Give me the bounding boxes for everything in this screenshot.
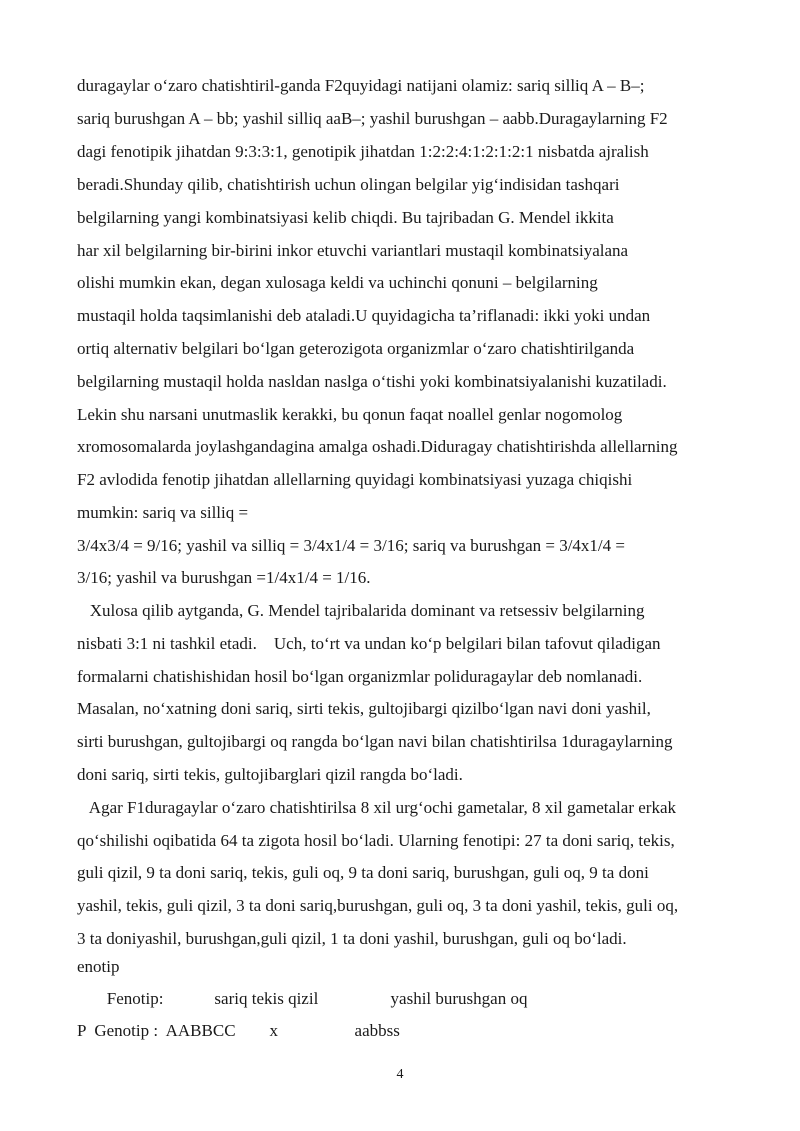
text-line: har xil belgilarning bir-birini inkor etuvchi variantlari mustaqil kombinatsiyalana bbox=[77, 241, 629, 260]
text-line: ortiq alternativ belgilari bo‘lgan geterozigota organizmlar o‘zaro chatishtirilganda bbox=[77, 339, 635, 358]
text-line: Lekin shu narsani unutmaslik kerakki, bu qonun faqat noallel genlar nogomolog bbox=[77, 405, 623, 424]
text-line: qo‘shilishi oqibatida 64 ta zigota hosil bo‘ladi. Ularning fenotipi: 27 ta doni sariq, tekis, bbox=[77, 831, 675, 850]
text-line: Fenotip: sariq tekis qizil yashil burushgan oq bbox=[77, 989, 528, 1008]
text-line: 3/4x3/4 = 9/16; yashil va silliq = 3/4x1/4 = 3/16; sariq va burushgan = 3/4x1/4 = bbox=[77, 536, 625, 555]
text-line: Masalan, no‘xatning doni sariq, sirti tekis, gultojibargi qizilbo‘lgan navi doni yashil, bbox=[77, 699, 651, 718]
text-line: beradi.Shunday qilib, chatishtirish uchun olingan belgilar yig‘indisidan tashqari bbox=[77, 175, 620, 194]
text-line: mustaqil holda taqsimlanishi deb ataladi.U quyidagicha ta’riflanadi: ikki yoki undan bbox=[77, 306, 651, 325]
text-line: Xulosa qilib aytganda, G. Mendel tajribalarida dominant va retsessiv belgilarning bbox=[77, 601, 645, 620]
text-line: 3 ta doniyashil, burushgan,guli qizil, 1 ta doni yashil, burushgan, guli oq bo‘ladi. bbox=[77, 929, 627, 948]
text-line: mumkin: sariq va silliq = bbox=[77, 503, 249, 522]
page-number: 4 bbox=[396, 1067, 404, 1082]
text-line: P Genotip : AABBCC x aabbss bbox=[77, 1021, 400, 1040]
text-line: belgilarning mustaqil holda nasldan naslga o‘tishi yoki kombinatsiyalanishi kuzatiladi. bbox=[77, 372, 667, 391]
text-line: belgilarning yangi kombinatsiyasi kelib chiqdi. Bu tajribadan G. Mendel ikkita bbox=[77, 208, 614, 227]
text-line: yashil, tekis, guli qizil, 3 ta doni sariq,burushgan, guli oq, 3 ta doni yashil, tekis, guli oq, bbox=[77, 896, 679, 915]
text-line: doni sariq, sirti tekis, gultojibarglari qizil rangda bo‘ladi. bbox=[77, 765, 463, 784]
text-line: guli qizil, 9 ta doni sariq, tekis, guli oq, 9 ta doni sariq, burushgan, guli oq, 9 ta doni bbox=[77, 863, 649, 882]
text-line: xromosomalarda joylashgandagina amalga oshadi.Diduragay chatishtirishda allellarning bbox=[77, 437, 678, 456]
text-line: olishi mumkin ekan, degan xulosaga keldi va uchinchi qonuni – belgilarning bbox=[77, 273, 598, 292]
text-line: 3/16; yashil va burushgan =1/4x1/4 = 1/16. bbox=[77, 568, 371, 587]
text-line: dagi fenotipik jihatdan 9:3:3:1, genotipik jihatdan 1:2:2:4:1:2:1:2:1 nisbatda ajralish bbox=[77, 142, 649, 161]
text-line: sariq burushgan A – bb; yashil silliq aaB–; yashil burushgan – aabb.Duragaylarning F2 bbox=[77, 109, 668, 128]
text-line: enotip bbox=[77, 957, 120, 976]
text-line: Agar F1duragaylar o‘zaro chatishtirilsa 8 xil urg‘ochi gametalar, 8 xil gametalar erkak bbox=[77, 798, 676, 817]
text-line: nisbati 3:1 ni tashkil etadi. Uch, to‘rt va undan ko‘p belgilari bilan tafovut qiladigan bbox=[77, 634, 661, 653]
text-line: sirti burushgan, gultojibargi oq rangda bo‘lgan navi bilan chatishtirilsa 1duragaylarning bbox=[77, 732, 673, 751]
text-line: duragaylar o‘zaro chatishtiril-ganda F2quyidagi natijani olamiz: sariq silliq A – B–; bbox=[77, 76, 645, 95]
text-line: formalarni chatishishidan hosil bo‘lgan organizmlar poliduragaylar deb nomlanadi. bbox=[77, 667, 643, 686]
text-line: F2 avlodida fenotip jihatdan allellarning quyidagi kombinatsiyasi yuzaga chiqishi bbox=[77, 470, 633, 489]
